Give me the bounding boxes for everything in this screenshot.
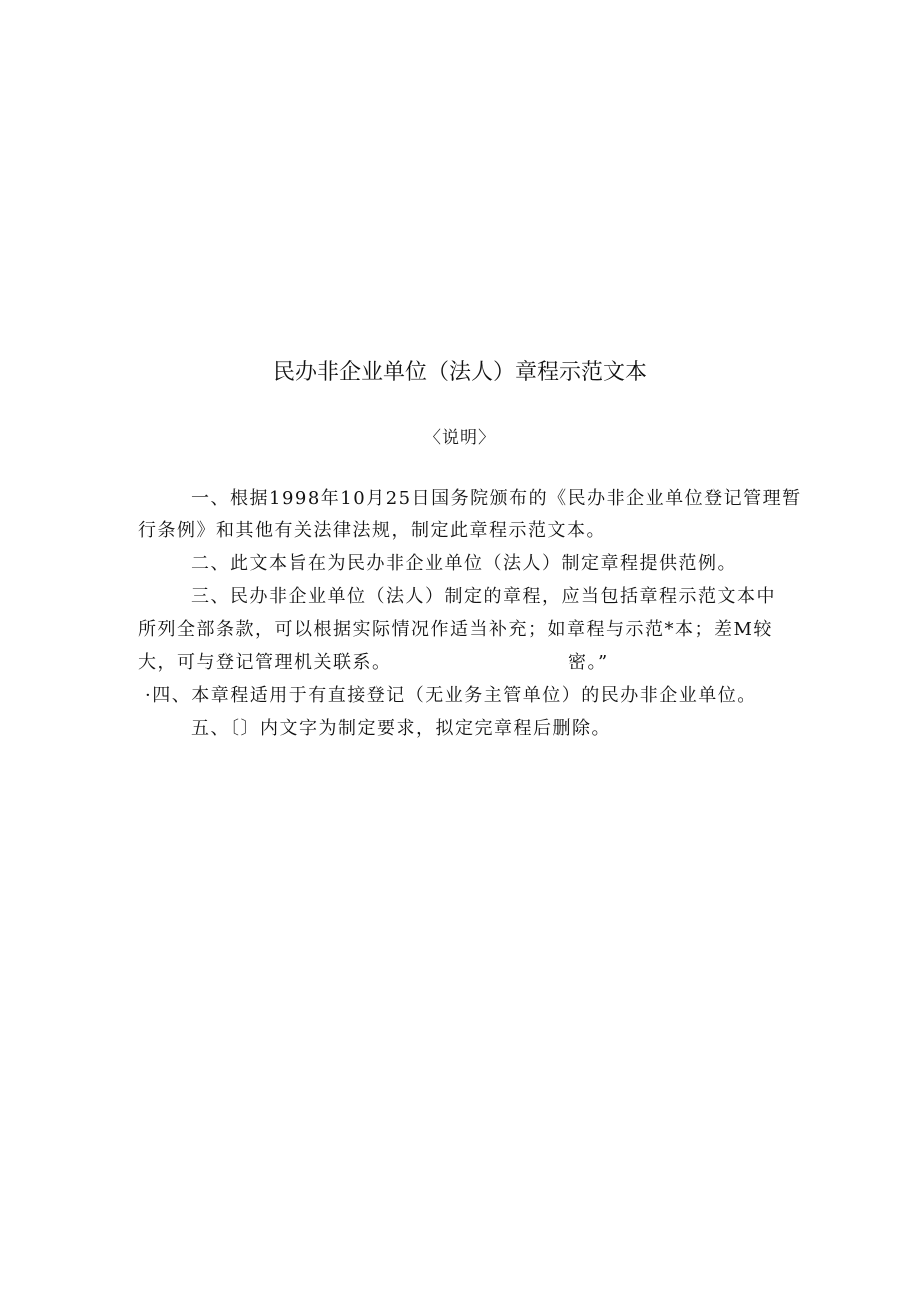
paragraph-line-3: 二、此文本旨在为民办非企业单位（法人）制定章程提供范例。 [191,553,737,574]
document-subtitle: 〈说明〉 [424,428,496,448]
paragraph-line-6: 大，可与登记管理机关联系。 [138,652,392,673]
paragraph-line-5: 所列全部条款，可以根据实际情况作适当补充；如章程与示范*本；差M较 [138,619,773,640]
paragraph-line-2: 行条例》和其他有关法律法规，制定此章程示范文本。 [138,520,606,541]
paragraph-line-1: 一、根据1998年10月25日国务院颁布的《民办非企业单位登记管理暂 [191,488,802,509]
document-title: 民办非企业单位（法人）章程示范文本 [272,360,647,385]
paragraph-line-7: ·四、本章程适用于有直接登记（无业务主管单位）的民办非企业单位。 [145,685,757,706]
paragraph-line-8: 五、〔〕内文字为制定要求，拟定完章程后删除。 [191,718,611,739]
paragraph-line-6-tail: 密。” [568,652,609,673]
paragraph-line-4: 三、民办非企业单位（法人）制定的章程，应当包括章程示范文本中 [191,586,776,607]
